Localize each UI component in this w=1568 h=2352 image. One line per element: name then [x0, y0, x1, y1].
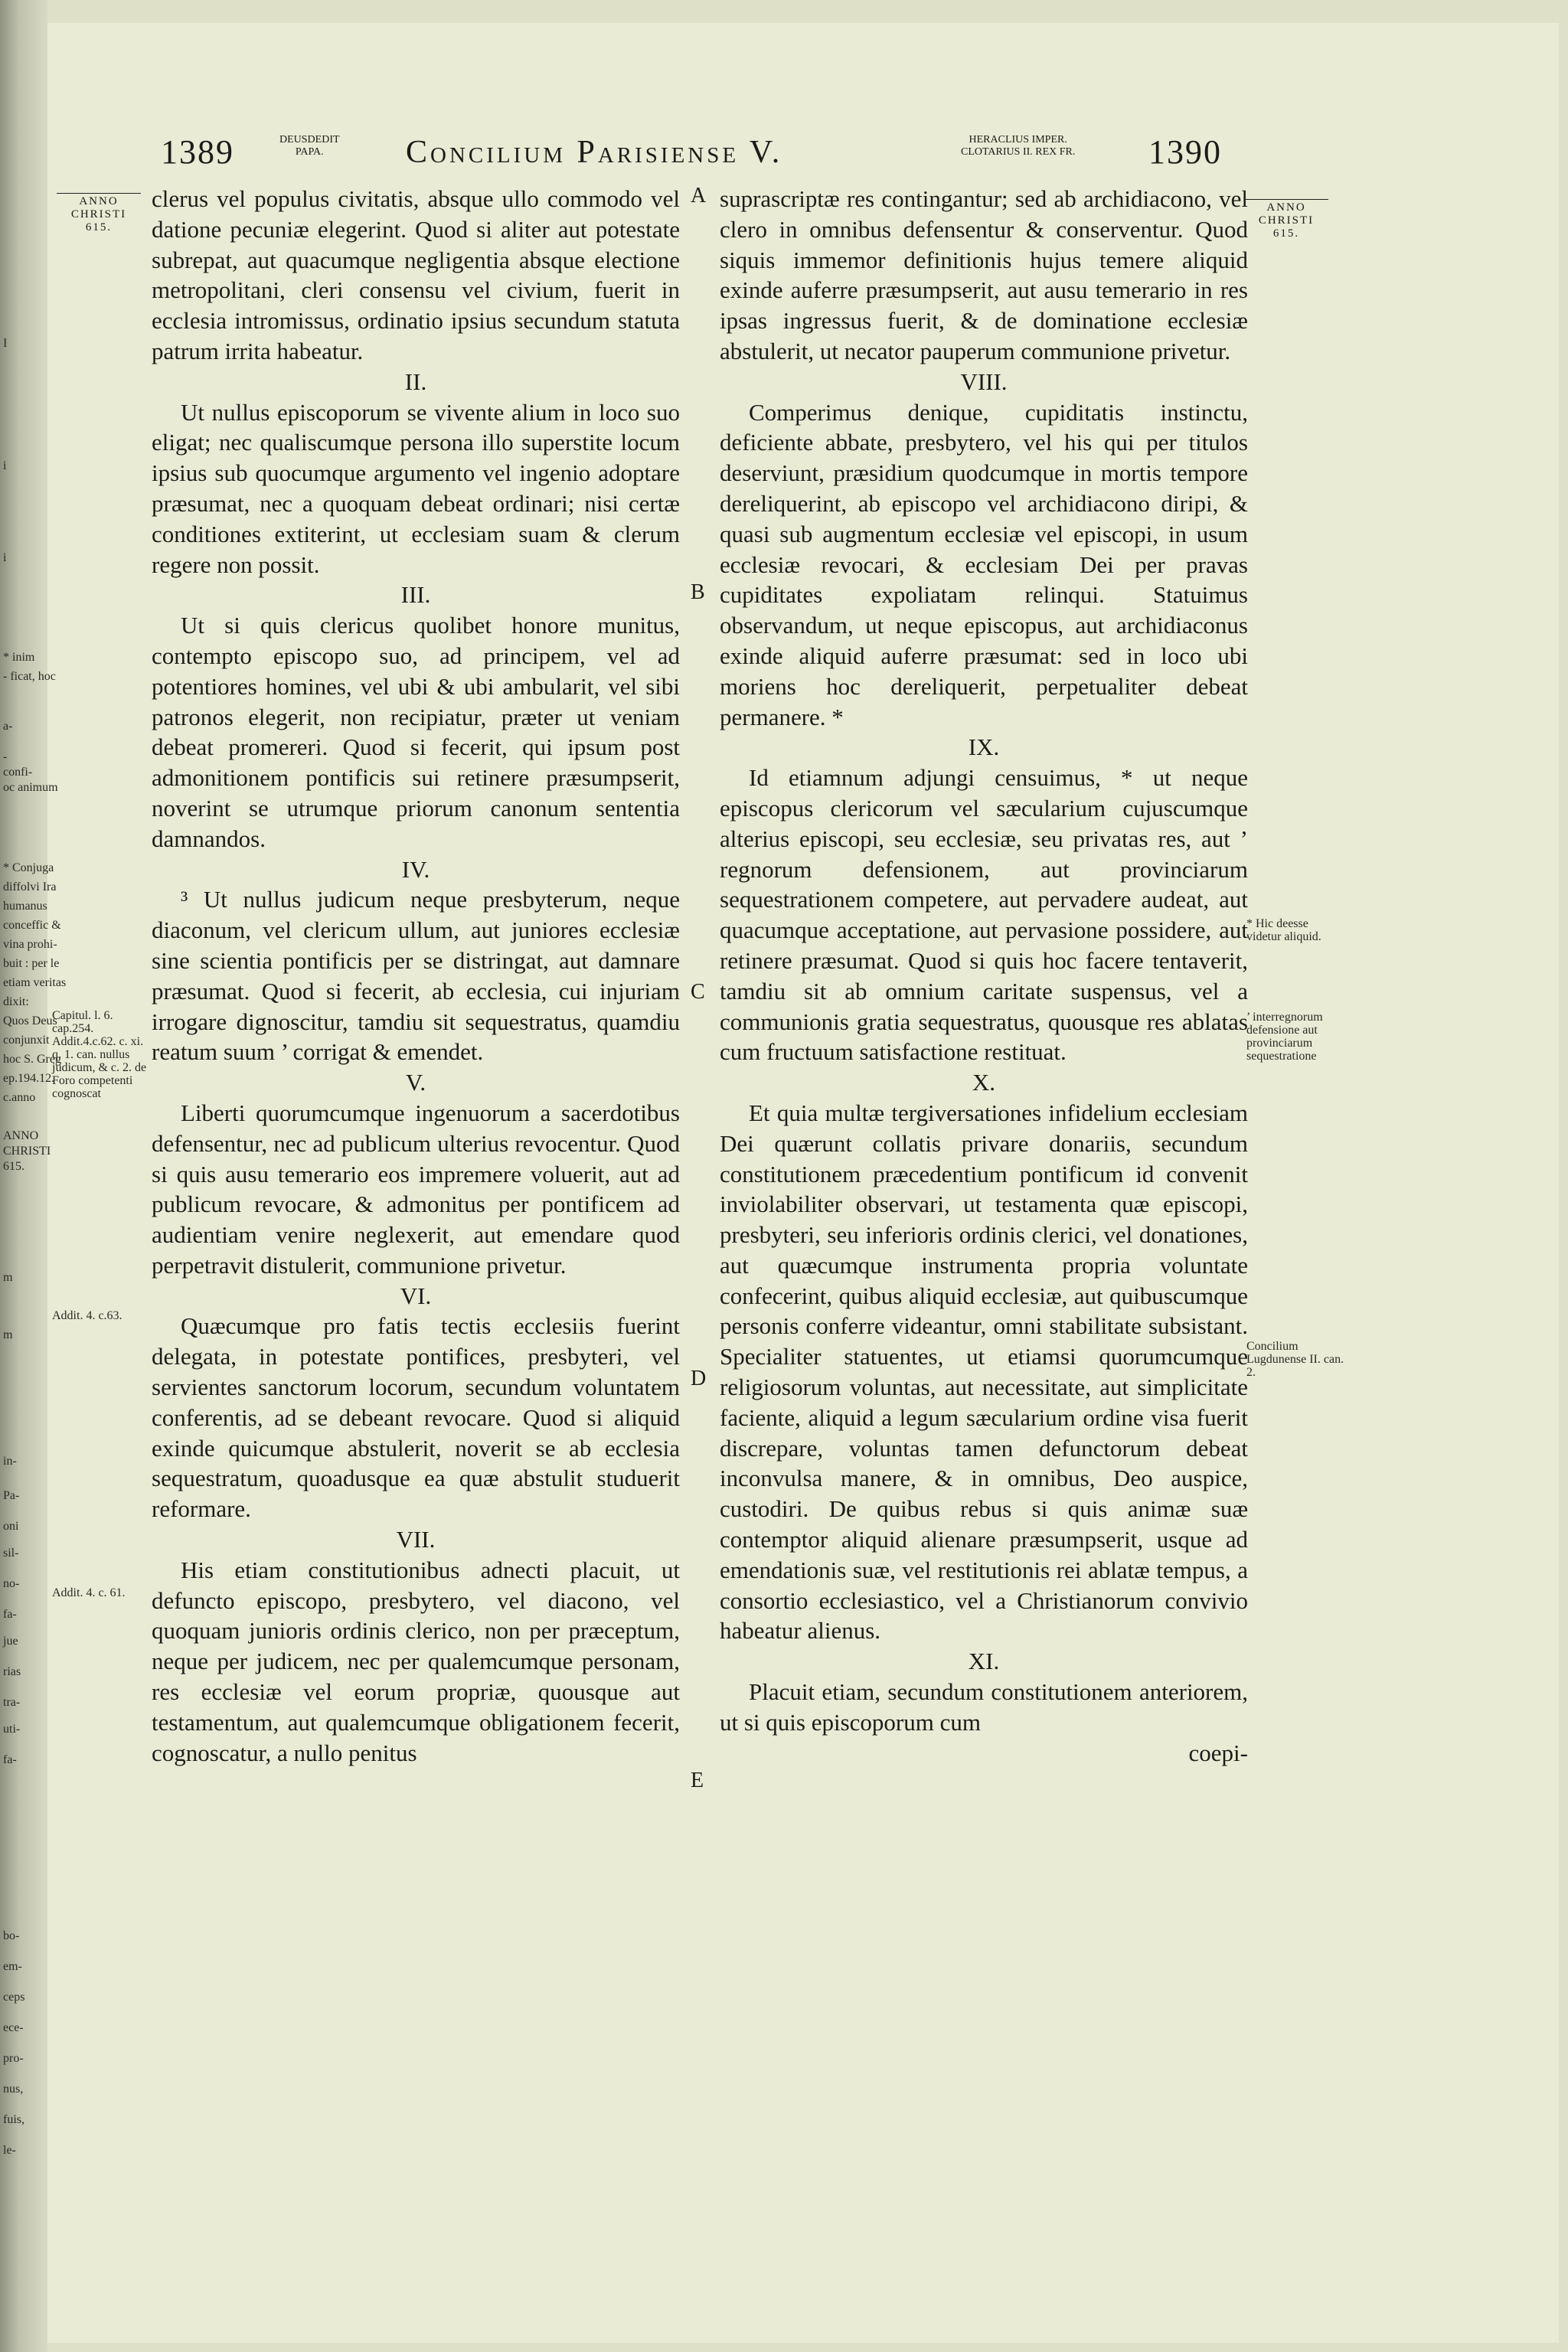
binding-text-fragment: buit : per le [3, 957, 60, 970]
binding-text-fragment: confi- [3, 766, 33, 779]
chapter-number: VI. [400, 1282, 432, 1309]
margin-note-addit-61: Addit. 4. c. 61. [52, 1586, 126, 1599]
chapter-number: IV. [401, 855, 430, 883]
margin-note-capitul: Capitul. l. 6. cap.254. Addit.4.c.62. c. xi. q. 1. can. nullus judicum, & c. 2. de Foro competenti cognoscat [52, 1009, 147, 1100]
binding-text-fragment: vina prohi- [3, 938, 57, 951]
chapter-number: III. [400, 581, 431, 609]
left-text-column [152, 184, 680, 1768]
section-letter-e: E [691, 1769, 704, 1792]
binding-text-fragment: dixit: [3, 995, 29, 1008]
left-header-line-1: DEUSDEDIT [279, 134, 340, 145]
left-header-line-2: PAPA. [295, 146, 324, 158]
binding-text-fragment: tra- [3, 1696, 21, 1709]
binding-text-fragment: 615. [3, 1160, 24, 1173]
binding-text-fragment: ep.194.12. [3, 1072, 55, 1085]
binding-text-fragment: m [3, 1271, 13, 1284]
section-letter-a: A [691, 184, 707, 207]
section-letter-d: D [691, 1367, 707, 1390]
christi-label: CHRISTI [70, 208, 127, 220]
binding-text-fragment: * inim [3, 651, 35, 664]
chapter-number: X. [972, 1069, 996, 1096]
chapter-number: VIII. [960, 368, 1008, 395]
paragraph: His etiam constitutionibus adnecti placuit, ut defuncto episcopo, presbytero, vel diacono, vel quoquam junioris ordinis clerico, non per præceptum, neque per judicem, nec per qualemcumque personam, res ecclesiæ vel eorum propriæ, quousque aut testamentum, aut qualemcumque obligationem fecerit, cognoscatur, a nullo penitus [152, 1556, 680, 1766]
anno-christi-left [57, 191, 141, 234]
binding-text-fragment: rias [3, 1665, 21, 1678]
binding-text-fragment: Quos Deus [3, 1014, 57, 1027]
margin-note-addit-63: Addit. 4. c.63. [52, 1309, 122, 1322]
paragraph: Id etiamnum adjungi censuimus, * ut neque episcopus clericorum vel sæcularium cujuscumque alterius episcopi, seu ecclesiæ, seu privatas res, aut ’ regnorum defensionem, aut provinciarum sequestrationem competere, aut pervadere audeat, aut quacumque acceptatione, aut pervasione possidere, aut retinere præsumat. Quod si quis hoc facere tentaverit, tamdiu sit ab omnium caritate suspensus, vel a communionis gratia sequestratus, quousque res ablatas cum fructuum satisfactione restituat. [720, 764, 1248, 1066]
paragraph: clerus vel populus civitatis, absque ullo commodo vel datione pecuniæ elegerint. Quod si aliter aut potestate subrepat, aut quacumque negligentia absque electione metropolitani, cleri consensu vel civium, fuerit in ecclesia intromissus, ordinatio ipsius secundum statuta patrum irrita habeatur. [152, 185, 680, 364]
binding-text-fragment: uti- [3, 1723, 21, 1736]
binding-text-fragment: fuis, [3, 2113, 24, 2126]
binding-text-fragment: oc animum [3, 781, 58, 794]
chapter-number: V. [405, 1069, 426, 1096]
chapter-number: VII. [396, 1526, 436, 1553]
binding-text-fragment: bo- [3, 1929, 20, 1942]
page-number-left: 1389 [161, 133, 234, 171]
paragraph: Et quia multæ tergiversationes infidelium ecclesiam Dei quærunt collatis privare donariis, secundum constitutionem præcedentium pontificum id convenit inviolabiliter observari, ut testamenta quæ episcopi, presbyteri, seu inferioris ordinis clerici, vel donationes, aut quæcumque instrumenta propria voluntate confecerint, quibus aliquid ecclesiæ, aut quibuscumque personis conferre videantur, omni stabilitate subsistant. Specialiter statuentes, ut etiamsi quorumcumque religiosorum voluntas, aut necessitate, aut simplicitate faciente, aliquid a legum sæcularium ordine visa fuerit discrepare, voluntas tamen defunctorum debeat inconvulsa manere, & in omnibus, Deo auspice, custodiri. De quibus rebus si quis animæ suæ contemptor aliquid alienare præsumpserit, usque ad emendationis suæ, vel restitutionis rei ablatæ tempus, a consortio ecclesiastico, vel a Christianorum convivio habeatur alienus. [720, 1099, 1248, 1645]
binding-text-fragment: I [3, 337, 8, 350]
anno-label: ANNO [79, 195, 119, 207]
binding-text-fragment: c.anno [3, 1091, 36, 1104]
binding-text-fragment: i [3, 551, 7, 564]
section-letter-b: B [691, 580, 705, 604]
binding-text-fragment: fa- [3, 1753, 17, 1766]
binding-text-fragment: Pa- [3, 1489, 20, 1502]
paragraph: Comperimus denique, cupiditatis instinctu, deficiente abbate, presbytero, vel his qui per titulos deserviunt, præsidium quodcumque in mortis tempore dereliquerint, ab episcopo vel archidiacono diripi, & quasi sub augmentum ecclesiæ vel episcopi, in usum ecclesiæ revocari, & ecclesiam Dei per pravas cupiditates expoliatam relinqui. Statuimus observandum, ut neque episcopus, aut archidiaconus exinde aliquid auferre præsumat: sed in loco ubi moriens hoc dereliquerit, perpetualiter debeat permanere. * [720, 398, 1248, 730]
year-label: 615. [1272, 227, 1300, 240]
left-header-note [279, 134, 340, 158]
binding-text-fragment: em- [3, 1960, 22, 1973]
binding-text-fragment: le- [3, 2144, 16, 2157]
binding-text-fragment: no- [3, 1577, 20, 1590]
binding-text-fragment: * Conjuga [3, 861, 54, 874]
binding-text-fragment: ceps [3, 1991, 25, 2004]
page-title: Concilium Parisiense V. [406, 135, 783, 170]
chapter-number: XI. [968, 1648, 1000, 1675]
paragraph: suprascriptæ res contingantur; sed ab archidiacono, vel clero in omnibus defensentur & conserventur. Quod siquis immemor definitionis hujus temere aliquid exinde auferre præsumpserit, aut ausu temerario in res ipsas ingressus fuerit, & de dominatione ecclesiæ abstulerit, ut necator pauperum communione privetur. [720, 185, 1248, 364]
binding-text-fragment: m [3, 1328, 13, 1341]
binding-text-fragment: conceffic & [3, 919, 61, 932]
paragraph: Liberti quorumcumque ingenuorum a sacerdotibus defensentur, nec ad publicum ulterius revocentur. Quod si quis ausu temerario eos impremere voluerit, aut ad publicum revocare, & admonitus per pontificem ad audientiam venire neglexerit, aut emendare quod perpetravit distulerit, communione privetur. [152, 1099, 680, 1279]
christi-label: CHRISTI [1258, 214, 1315, 227]
chapter-number: II. [404, 368, 427, 395]
section-letter-c: C [691, 980, 705, 1004]
binding-text-fragment: diffolvi Ira [3, 880, 57, 893]
binding-text-fragment: - [3, 750, 8, 763]
paragraph: Quæcumque pro fatis tectis ecclesiis fuerint delegata, in potestate pontifices, presbyteri, vel servientes sanctorum locorum, secundum voluntatem conferentis, ad se debeant revocare. Quod si aliquid exinde quicumque abstulerit, noverit se ab ecclesia sequestratum, quoadusque ea quæ abstulit studuerit reformare. [152, 1312, 680, 1523]
binding-text-fragment: in- [3, 1455, 17, 1468]
right-text-column [720, 184, 1248, 1768]
paragraph: Placuit etiam, secundum constitutionem anteriorem, ut si quis episcoporum cum [720, 1678, 1248, 1736]
page-binding-edge [0, 0, 67, 2352]
binding-text-fragment: a- [3, 720, 13, 733]
binding-text-fragment: - ficat, hoc [3, 670, 56, 683]
binding-text-fragment: ANNO [3, 1129, 39, 1142]
page-number-right: 1390 [1148, 133, 1222, 171]
binding-text-fragment: fa- [3, 1608, 17, 1621]
margin-note-hic-deesse: * Hic deesse videtur aliquid. [1246, 917, 1321, 943]
running-header [161, 126, 1233, 180]
binding-text-fragment: sil- [3, 1547, 19, 1560]
binding-text-fragment: humanus [3, 900, 47, 913]
margin-note-interregnorum: ’ interregnorum defensione aut provinciarum sequestratione [1246, 1011, 1323, 1063]
right-header-note [961, 134, 1075, 158]
binding-text-fragment: ece- [3, 2021, 24, 2034]
paragraph: ³ Ut nullus judicum neque presbyterum, neque diaconum, vel clericum ullum, aut juniores ecclesiæ sine scientia pontificis per se distringat, aut damnare præsumat. Quod si fecerit, ab ecclesia, cui injuriam irrogare dignoscitur, tamdiu sit sequestratus, quamdiu reatum suum ’ corrigat & emendet. [152, 886, 680, 1066]
paragraph: Ut nullus episcoporum se vivente alium in loco suo eligat; nec qualiscumque persona illo superstite locum ipsius sub quocumque argumento vel ingenio adoptare præsumat, nec a quoquam debeat ordinari; nisi certæ conditiones extiterint, ut ecclesiam suam & clerum regere non possit. [152, 398, 680, 578]
binding-text-fragment: jue [3, 1635, 18, 1648]
paragraph: Ut si quis clericus quolibet honore munitus, contempto episcopo suo, ad principem, vel ad potentiores homines, vel ubi & ubi ambularit, vel sibi patronos elegerit, non recipiatur, præter ut veniam debeat promereri. Quod si fecerit, qui ipsum post admonitionem pontificis sui retinere præsumpserit, noverint se utrumque priorum canonum sententia damnandos. [152, 612, 680, 852]
margin-note-concilium-lugdunense: Concilium Lugdunense II. can. 2. [1246, 1340, 1344, 1379]
anno-label: ANNO [1266, 201, 1306, 214]
right-header-line-1: HERACLIUS IMPER. [969, 134, 1067, 145]
anno-christi-right [1244, 198, 1328, 240]
binding-text-fragment: CHRISTI [3, 1145, 51, 1158]
binding-text-fragment: oni [3, 1520, 19, 1533]
right-header-line-2: CLOTARIUS II. REX FR. [961, 146, 1076, 158]
binding-text-fragment: pro- [3, 2052, 24, 2065]
binding-text-fragment: etiam veritas [3, 976, 67, 989]
binding-text-fragment: nus, [3, 2082, 24, 2096]
binding-text-fragment: conjunxit [3, 1034, 50, 1047]
binding-text-fragment: i [3, 459, 7, 472]
binding-text-fragment: hoc S. Greg [3, 1053, 61, 1066]
year-label: 615. [85, 221, 113, 234]
catchword: coepi- [1188, 1739, 1248, 1766]
chapter-number: IX. [968, 733, 1000, 761]
